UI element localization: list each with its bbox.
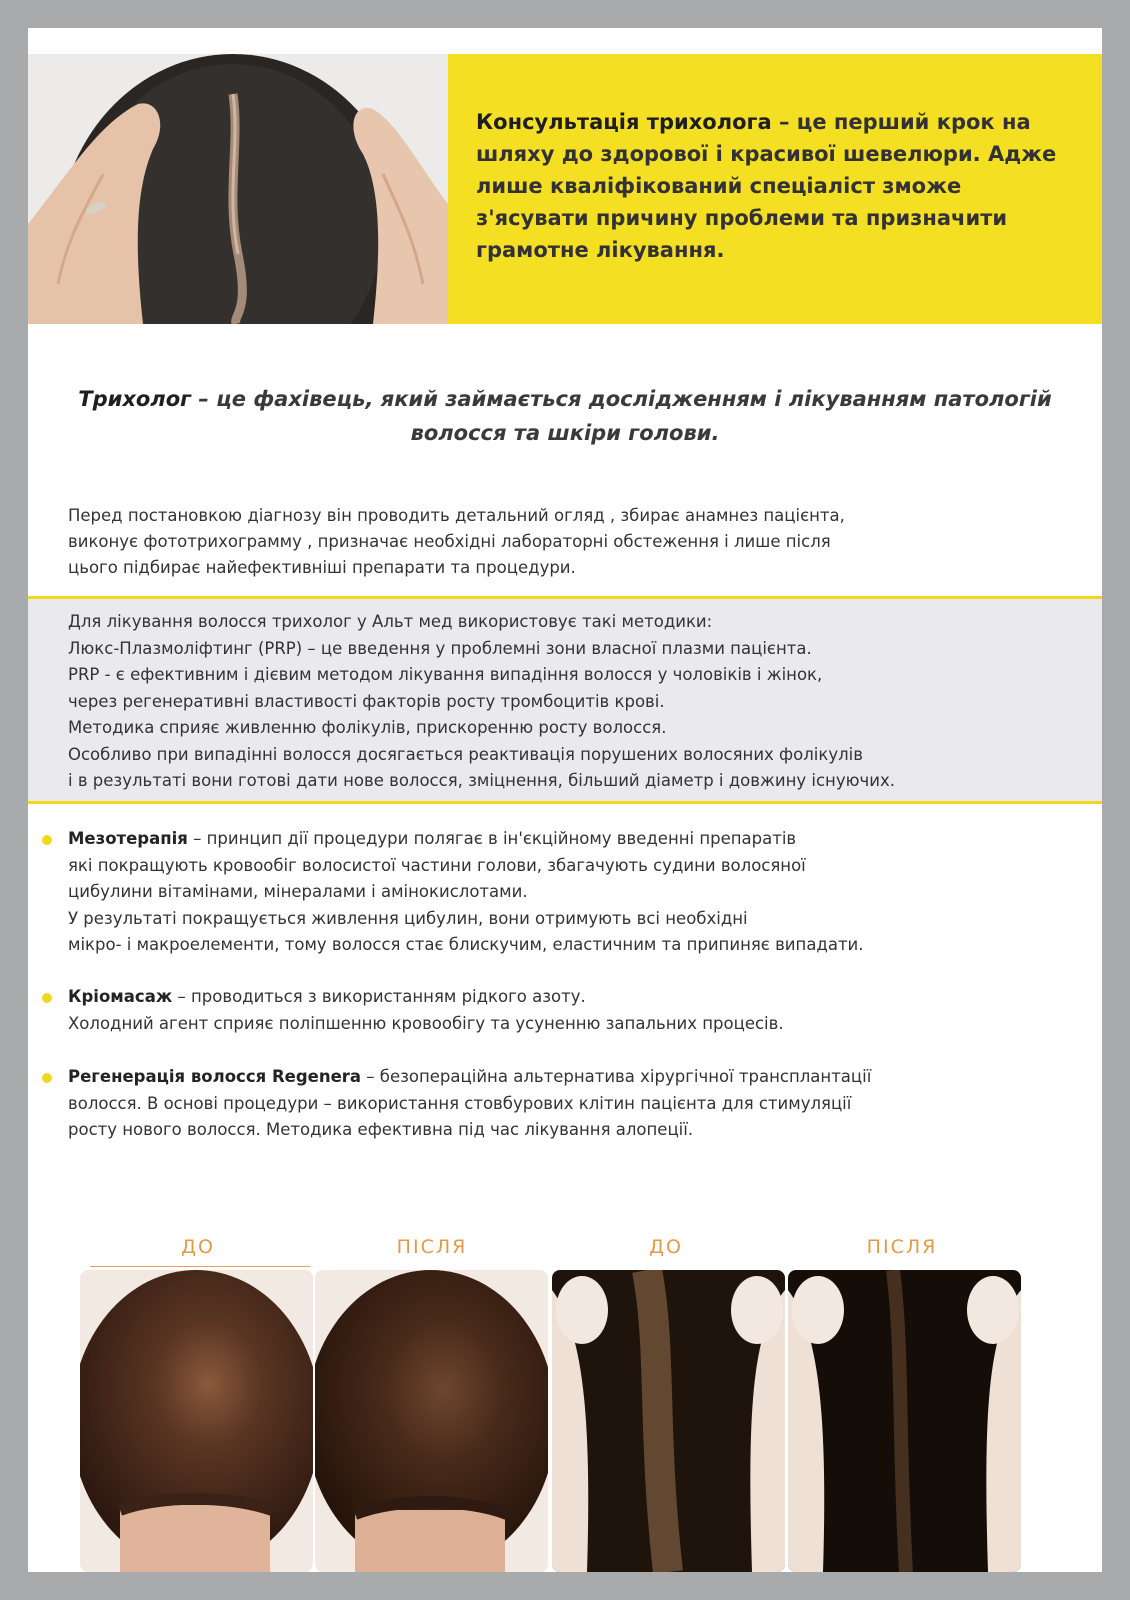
methods-line: Особливо при випадінні волосся досягається реактивація порушених волосяних фолікулів <box>68 744 863 764</box>
methods-line: через регенеративні властивості факторів росту тромбоцитів крові. <box>68 691 665 711</box>
definition-term: Трихолог <box>78 387 192 411</box>
intro-line: цього підбирає найефективніші препарати та процедури. <box>68 558 576 577</box>
list-item-line: волосся. В основі процедури – використання стовбурових клітин пацієнта для стимуляції <box>68 1093 852 1113</box>
trichologist-definition <box>68 382 1062 450</box>
list-item-line: – безопераційна альтернатива хірургічної трансплантації <box>361 1067 872 1086</box>
list-item-text <box>68 1064 1088 1144</box>
list-item-title: Регенерація волосся Regenera <box>68 1067 362 1086</box>
list-item-line: Холодний агент сприяє поліпшенню кровообігу та усуненню запальних процесів. <box>68 1013 784 1033</box>
after-photo-1 <box>315 1270 548 1572</box>
intro-line: виконує фототрихограмму , призначає необхідні лабораторні обстеження і лише після <box>68 532 831 551</box>
methods-line: і в результаті вони готові дати нове волосся, зміцнення, більший діаметр і довжину існуючих. <box>68 771 895 790</box>
after-label-1: ПІСЛЯ <box>396 1236 468 1258</box>
methods-line: Для лікування волосся трихолог у Альт мед використовує такі методики: <box>68 612 713 631</box>
list-item-line: – проводиться з використанням рідкого азоту. <box>172 987 586 1006</box>
before-label-1: ДО <box>181 1236 215 1258</box>
list-item-text <box>68 826 1088 959</box>
list-item-line: цибулини вітамінами, мінералами і амінокислотами. <box>68 882 528 901</box>
after-photo-2 <box>788 1270 1021 1572</box>
list-item-line: У результаті покращується живлення цибулин, вони отримують всі необхідні <box>68 908 748 928</box>
bullet-dot-icon <box>42 993 52 1003</box>
methods-text <box>68 609 1088 795</box>
list-item-line: мікро- і макроелементи, тому волосся стає блискучим, еластичним та припиняє випадати. <box>68 935 864 954</box>
hero-photo <box>28 54 448 324</box>
methods-line: Люкс-Плазмоліфтинг (PRP) – це введення у проблемні зони власної плазми пацієнта. <box>68 638 812 658</box>
hero-callout <box>448 54 1102 324</box>
after-label-2: ПІСЛЯ <box>866 1236 938 1258</box>
bullet-dot-icon <box>42 835 52 845</box>
intro-paragraph <box>68 503 1068 581</box>
hero-text <box>476 106 1076 266</box>
definition-text: – це фахівець, який займається дослідженням і лікуванням патологій волосся та шкіри голови. <box>191 387 1052 445</box>
bullet-dot-icon <box>42 1073 52 1083</box>
methods-line: Методика сприяє живленню фолікулів, прискоренню росту волосся. <box>68 718 667 737</box>
list-item-text <box>68 984 1088 1037</box>
list-item-line: які покращують кровообіг волосистої частини голови, збагачують судини волосяної <box>68 855 806 875</box>
list-item-line: – принцип дії процедури полягає в ін'єкційному введенні препаратів <box>187 829 797 848</box>
before-photo-2 <box>552 1270 785 1572</box>
methods-line: PRP - є ефективним і дієвим методом лікування випадіння волосся у чоловіків і жінок, <box>68 665 823 684</box>
list-item-title: Кріомасаж <box>68 987 173 1006</box>
list-item-line: росту нового волосся. Методика ефективна під час лікування алопеції. <box>68 1120 694 1139</box>
label-underline <box>90 1266 310 1267</box>
intro-line: Перед постановкою діагнозу він проводить детальний огляд , збирає анамнез пацієнта, <box>68 506 845 525</box>
page <box>28 28 1102 1572</box>
list-item-title: Мезотерапія <box>68 829 188 848</box>
before-photo-1 <box>80 1270 313 1572</box>
hero-body: – це перший крок на шляху до здорової і красивої шевелюри. Адже лише кваліфікований спеціаліст зможе з'ясувати причину проблеми та призначити грамотне лікування. <box>476 110 1057 262</box>
before-label-2: ДО <box>649 1236 683 1258</box>
hero-title: Консультація трихолога <box>476 110 772 134</box>
methods-section <box>28 596 1102 804</box>
